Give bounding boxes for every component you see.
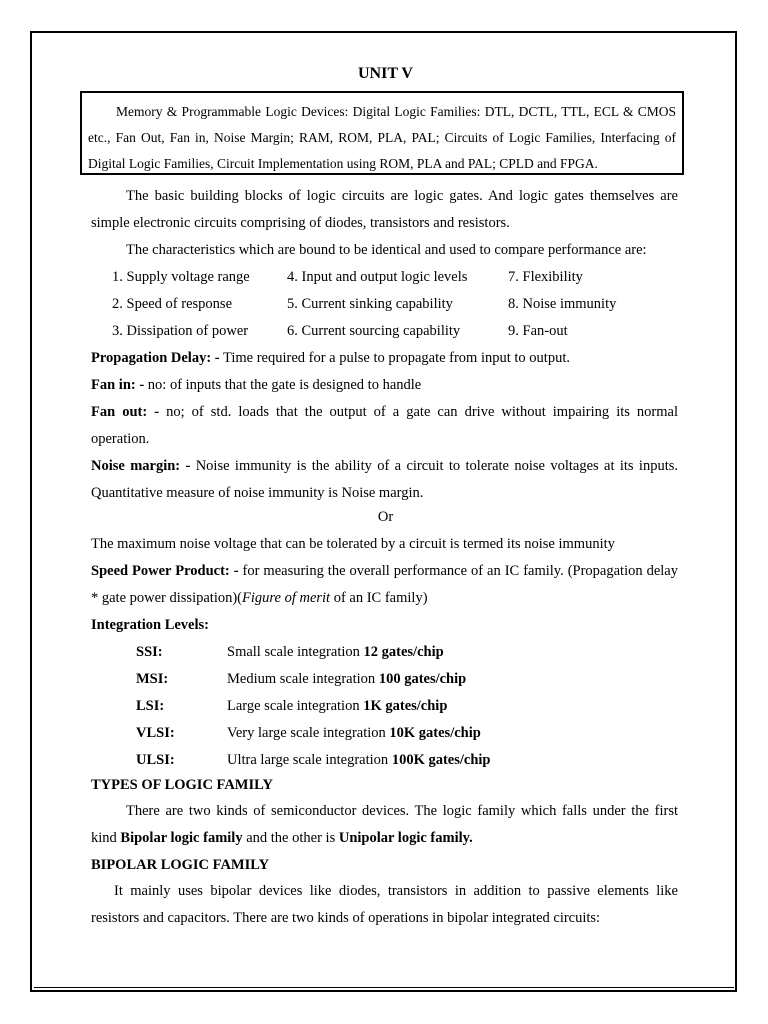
characteristic-item: 2. Speed of response [112,296,233,312]
bipolar-term: Bipolar logic family [120,830,243,846]
integration-level-desc: Medium scale integration 100 gates/chip [227,671,467,687]
characteristic-item: 4. Input and output logic levels [287,269,468,285]
fan-in-definition [91,372,678,399]
integration-level-desc: Large scale integration 1K gates/chip [227,698,448,714]
gates-per-chip: 12 gates/chip [363,644,444,660]
characteristic-item: 8. Noise immunity [508,296,617,312]
bipolar-heading: BIPOLAR LOGIC FAMILY [91,857,270,873]
propagation-delay-definition [91,345,678,372]
integration-levels-heading: Integration Levels: [91,617,209,633]
definition-term: Fan out: - [91,404,160,420]
definition-term: Speed Power Product: - [91,563,239,579]
noise-immunity-statement: The maximum noise voltage that can be tolerated by a circuit is termed its noise immunity [91,536,615,552]
bipolar-paragraph: It mainly uses bipolar devices like diodes, transistors in addition to passive elements like resistors and capacitors. There are two kinds of operations in bipolar integrated circuits: [91,883,678,926]
integration-level-name: VLSI: [136,725,175,741]
figure-of-merit-text: Figure of merit [242,590,331,606]
integration-level-desc: Small scale integration 12 gates/chip [227,644,444,660]
unit-summary-text: Memory & Programmable Logic Devices: Digital Logic Families: DTL, DCTL, TTL, ECL & CMOS etc., Fan Out, Fan in, Noise Margin; RAM, ROM, PLA, PAL; Circuits of Logic Families, Interfacing of Digital Logic Families, Circuit Implementation using ROM, PLA and PAL; CPLD and FPGA. [88,104,676,171]
speed-power-product-definition [91,558,678,612]
integration-level-name: ULSI: [136,752,175,768]
integration-level-name: MSI: [136,671,169,687]
page-title: UNIT V [358,65,413,82]
definition-text: for measuring the overall performance of an IC family. (Propagation delay * gate power dissipation)( [91,563,678,606]
definition-text: no; of std. loads that the output of a gate can drive without impairing its normal operation. [91,404,678,447]
definition-text: no: of inputs that the gate is designed to handle [144,377,422,393]
definition-text: of an IC family) [330,590,428,606]
noise-margin-definition [91,453,678,507]
characteristic-item: 6. Current sourcing capability [287,323,461,339]
definition-term: Propagation Delay: - [91,350,220,366]
characteristic-item: 1. Supply voltage range [112,269,250,285]
definition-text: Time required for a pulse to propagate from input to output. [219,350,570,366]
unipolar-term: Unipolar logic family. [338,830,473,846]
unit-summary-box [80,91,684,175]
definition-term: Noise margin: - [91,458,191,474]
fan-out-definition [91,399,678,453]
or-separator: Or [377,509,394,525]
characteristics-intro: The characteristics which are bound to be identical and used to compare performance are: [126,242,647,258]
gates-per-chip: 1K gates/chip [363,698,448,714]
integration-level-name: LSI: [136,698,165,714]
intro-paragraph: The basic building blocks of logic circuits are logic gates. And logic gates themselves are simple electronic circuits comprising of diodes, transistors and resistors. [91,188,678,231]
definition-term: Fan in: - [91,377,145,393]
definition-text: Noise immunity is the ability of a circuit to tolerate noise voltages at its inputs. Quantitative measure of noise immunity is Noise margin. [91,458,678,501]
types-heading: TYPES OF LOGIC FAMILY [91,777,273,793]
characteristic-item: 9. Fan-out [508,323,568,339]
integration-level-desc: Very large scale integration 10K gates/chip [227,725,481,741]
integration-level-name: SSI: [136,644,163,660]
document-page [30,31,737,992]
gates-per-chip: 100 gates/chip [378,671,467,687]
types-paragraph: There are two kinds of semiconductor devices. The logic family which falls under the first kind Bipolar logic family and the other is Unipolar logic family. [91,803,678,846]
characteristic-item: 3. Dissipation of power [112,323,249,339]
integration-level-desc: Ultra large scale integration 100K gates/chip [227,752,491,768]
characteristic-item: 7. Flexibility [508,269,583,285]
gates-per-chip: 100K gates/chip [391,752,491,768]
characteristic-item: 5. Current sinking capability [287,296,453,312]
gates-per-chip: 10K gates/chip [389,725,481,741]
